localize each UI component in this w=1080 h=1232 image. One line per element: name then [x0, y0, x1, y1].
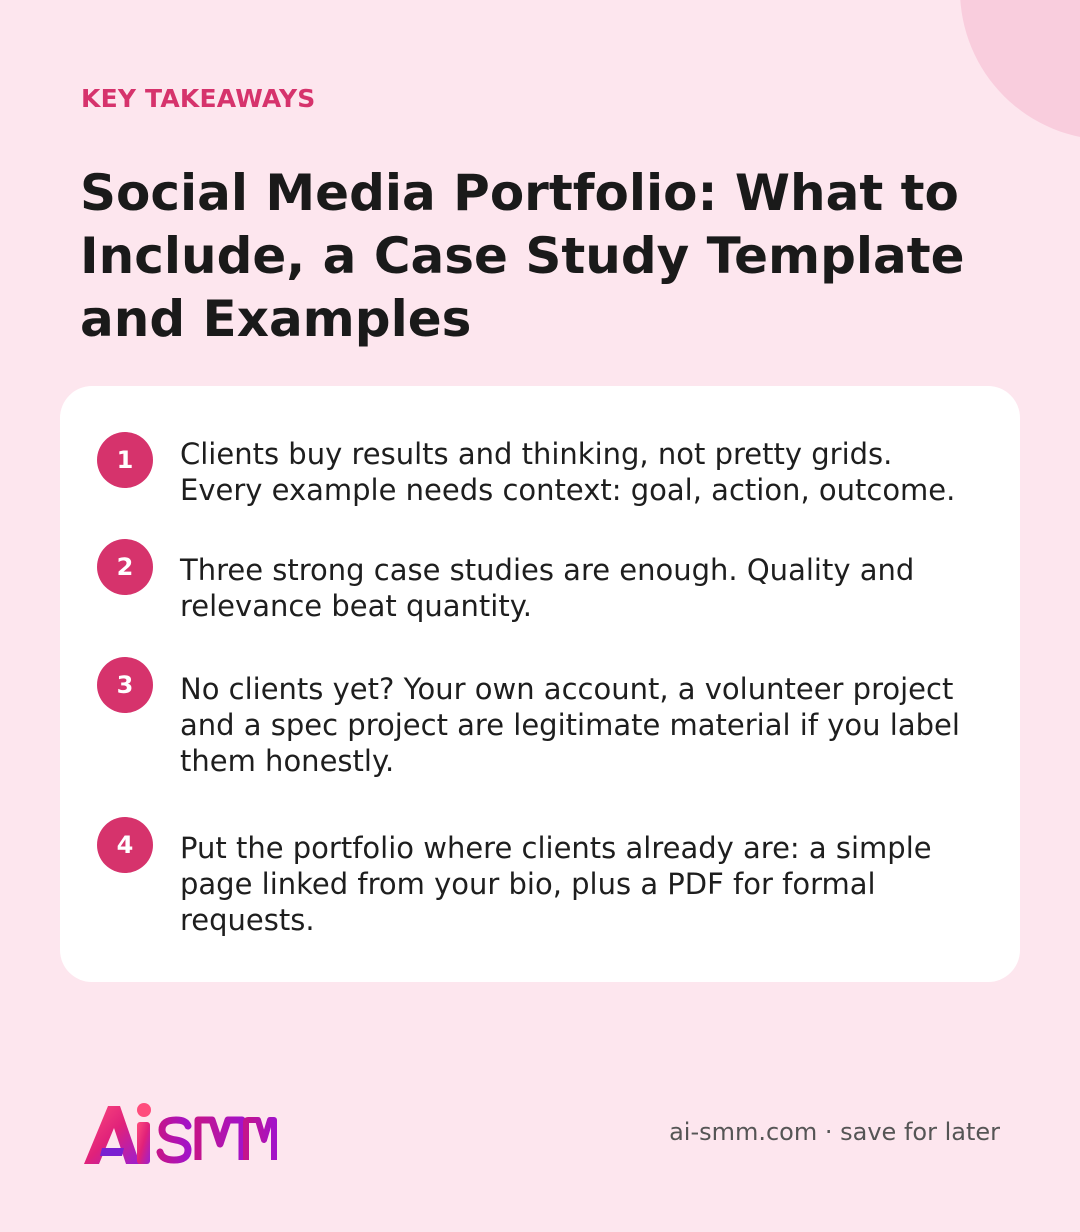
section-eyebrow: KEY TAKEAWAYS — [81, 84, 316, 113]
takeaways-card — [60, 386, 1020, 982]
takeaway-text: Put the portfolio where clients already are: a simple page linked from your bio, plus a PDF for formal requests. — [180, 831, 932, 937]
number-badge: 3 — [97, 657, 153, 713]
takeaway-text: No clients yet? Your own account, a volunteer project and a spec project are legitimate material if you label them honestly. — [180, 672, 960, 778]
decorative-corner-circle — [960, 0, 1080, 140]
number-badge: 1 — [97, 432, 153, 488]
takeaway-text: Three strong case studies are enough. Quality and relevance beat quantity. — [180, 553, 915, 623]
page-title: Social Media Portfolio: What to Include, a Case Study Template and Examples — [80, 164, 965, 348]
aismm-logo — [82, 1100, 278, 1168]
number-badge: 4 — [97, 817, 153, 873]
takeaway-text: Clients buy results and thinking, not pretty grids. Every example needs context: goal, action, outcome. — [180, 437, 956, 507]
footer-tagline: ai-smm.com · save for later — [669, 1118, 1000, 1146]
number-badge: 2 — [97, 539, 153, 595]
